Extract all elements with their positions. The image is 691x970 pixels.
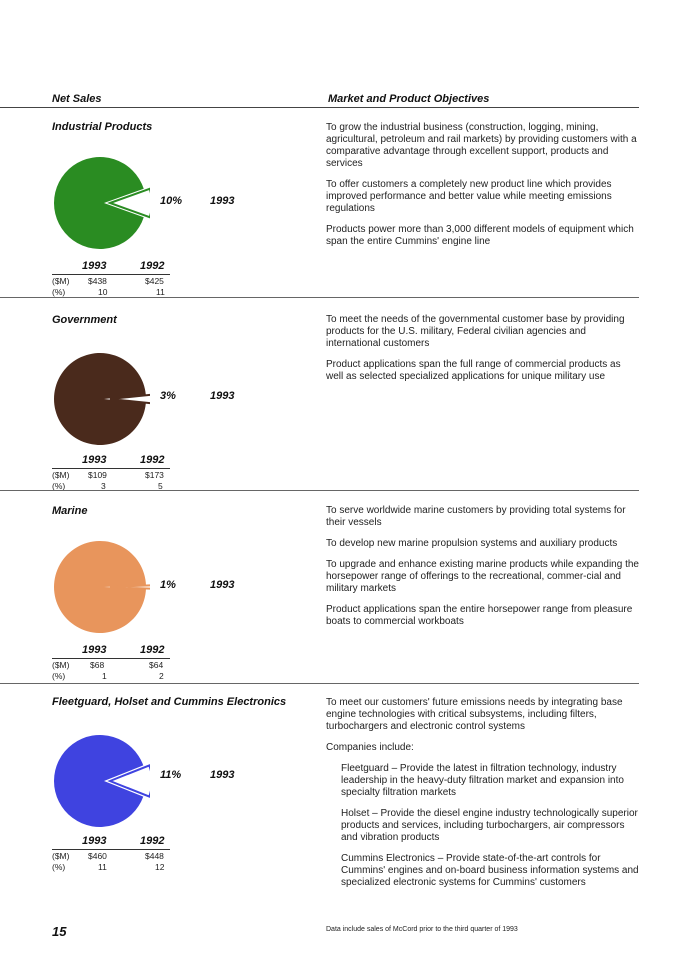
pie-chart-government — [50, 349, 150, 449]
value-musd-1992: $64 — [149, 660, 164, 670]
value-pct-1992: 5 — [158, 481, 163, 491]
section-title-industrial: Industrial Products — [52, 121, 153, 133]
label-musd: ($M) — [52, 276, 70, 286]
section-title-government: Government — [52, 314, 117, 326]
header-divider — [0, 107, 639, 108]
objective-paragraph: Product applications span the entire horsepower range from pleasure boats to commercial workboats — [326, 604, 633, 627]
section-title-fleetguard: Fleetguard, Holset and Cummins Electronics — [52, 696, 287, 708]
year-underline — [52, 468, 170, 469]
row-musd — [52, 276, 170, 287]
year-col-1993: 1993 — [82, 454, 107, 466]
share-percent-marine: 1% — [160, 579, 176, 591]
share-year-industrial: 1993 — [210, 195, 235, 207]
value-pct-1992: 11 — [156, 287, 165, 297]
value-pct-1992: 12 — [155, 862, 165, 872]
year-col-1992: 1992 — [140, 260, 165, 272]
share-year-marine: 1993 — [210, 579, 235, 591]
year-underline — [52, 658, 170, 659]
year-col-1992: 1992 — [140, 644, 165, 656]
objectives-fleetguard — [326, 697, 640, 898]
section-divider — [0, 490, 639, 491]
objectives-industrial — [326, 122, 640, 257]
label-pct: (%) — [52, 287, 66, 297]
label-musd: ($M) — [52, 660, 70, 670]
value-musd-1993: $460 — [88, 851, 107, 861]
value-musd-1992: $425 — [145, 276, 164, 286]
year-col-1992: 1992 — [140, 454, 165, 466]
value-pct-1993: 10 — [98, 287, 108, 297]
year-underline — [52, 274, 170, 275]
section-divider — [0, 297, 639, 298]
row-pct — [52, 671, 170, 682]
year-col-1993: 1993 — [82, 260, 107, 272]
section-divider — [0, 683, 639, 684]
net-sales-header: Net Sales — [52, 93, 102, 105]
company-description: Holset – Provide the diesel engine industry technologically superior products and services, including turbochargers, air compressors and vibration products — [341, 808, 638, 843]
objective-paragraph: To upgrade and enhance existing marine products while expanding the horsepower range of offerings to the recreational, commer-cial and military markets — [326, 559, 639, 594]
value-musd-1993: $438 — [88, 276, 107, 286]
row-musd — [52, 470, 170, 481]
page-number: 15 — [52, 924, 67, 939]
value-pct-1993: 11 — [98, 862, 107, 872]
share-year-fleetguard: 1993 — [210, 769, 235, 781]
value-pct-1993: 1 — [102, 671, 107, 681]
objective-paragraph: Companies include: — [326, 742, 414, 753]
pie-share-slice — [110, 585, 150, 588]
label-musd: ($M) — [52, 851, 70, 861]
year-col-1993: 1993 — [82, 644, 107, 656]
value-pct-1993: 3 — [101, 481, 106, 491]
objective-paragraph: To develop new marine propulsion systems and auxiliary products — [326, 538, 618, 549]
share-percent-fleetguard: 11% — [160, 769, 182, 781]
objective-paragraph: To grow the industrial business (construction, logging, mining, agricultural, petroleum and rail markets) by providing customers with a comparative advantage through excellent support, products and services — [326, 122, 637, 169]
share-percent-government: 3% — [160, 390, 176, 402]
value-musd-1993: $68 — [90, 660, 105, 670]
label-musd: ($M) — [52, 470, 70, 480]
row-musd — [52, 851, 170, 862]
year-col-1992: 1992 — [140, 835, 165, 847]
company-description: Cummins Electronics – Provide state-of-the-art controls for Cummins' engines and on-board business information systems and specialized electronic systems for Cummins' customers — [341, 853, 639, 888]
label-pct: (%) — [52, 481, 66, 491]
objectives-marine — [326, 505, 640, 637]
share-year-government: 1993 — [210, 390, 235, 402]
objectives-header: Market and Product Objectives — [328, 93, 490, 105]
year-underline — [52, 849, 170, 850]
row-pct — [52, 862, 170, 873]
label-pct: (%) — [52, 862, 66, 872]
footnote: Data include sales of McCord prior to the third quarter of 1993 — [326, 926, 518, 933]
objective-paragraph: To offer customers a completely new product line which provides improved performance and better value while meeting emissions regulations — [326, 179, 612, 214]
objectives-government — [326, 314, 640, 392]
pie-chart-industrial — [50, 153, 150, 253]
objective-paragraph: Products power more than 3,000 different models of equipment which span the entire Cummins' engine line — [326, 224, 634, 247]
value-pct-1992: 2 — [159, 671, 164, 681]
company-description: Fleetguard – Provide the latest in filtration technology, industry leadership in the heavy-duty filtration market and expansion into specialty filtration markets — [341, 763, 624, 798]
row-musd — [52, 660, 170, 671]
section-title-marine: Marine — [52, 505, 88, 517]
pie-chart-marine — [50, 537, 150, 637]
objective-paragraph: To meet our customers' future emissions needs by integrating base engine technologies with critical subsystems, including filters, turbochargers and electronic control systems — [326, 697, 623, 732]
share-percent-industrial: 10% — [160, 195, 183, 207]
year-col-1993: 1993 — [82, 835, 107, 847]
value-musd-1992: $173 — [145, 470, 164, 480]
value-musd-1993: $109 — [88, 470, 107, 480]
pie-chart-fleetguard — [50, 731, 150, 831]
label-pct: (%) — [52, 671, 66, 681]
objective-paragraph: To serve worldwide marine customers by providing total systems for their vessels — [326, 505, 626, 528]
objective-paragraph: Product applications span the full range of commercial products as well as selected specialized applications for unique military use — [326, 359, 621, 382]
objective-paragraph: To meet the needs of the governmental customer base by providing products for the U.S. military, Federal civilian agencies and international customers — [326, 314, 625, 349]
value-musd-1992: $448 — [145, 851, 164, 861]
